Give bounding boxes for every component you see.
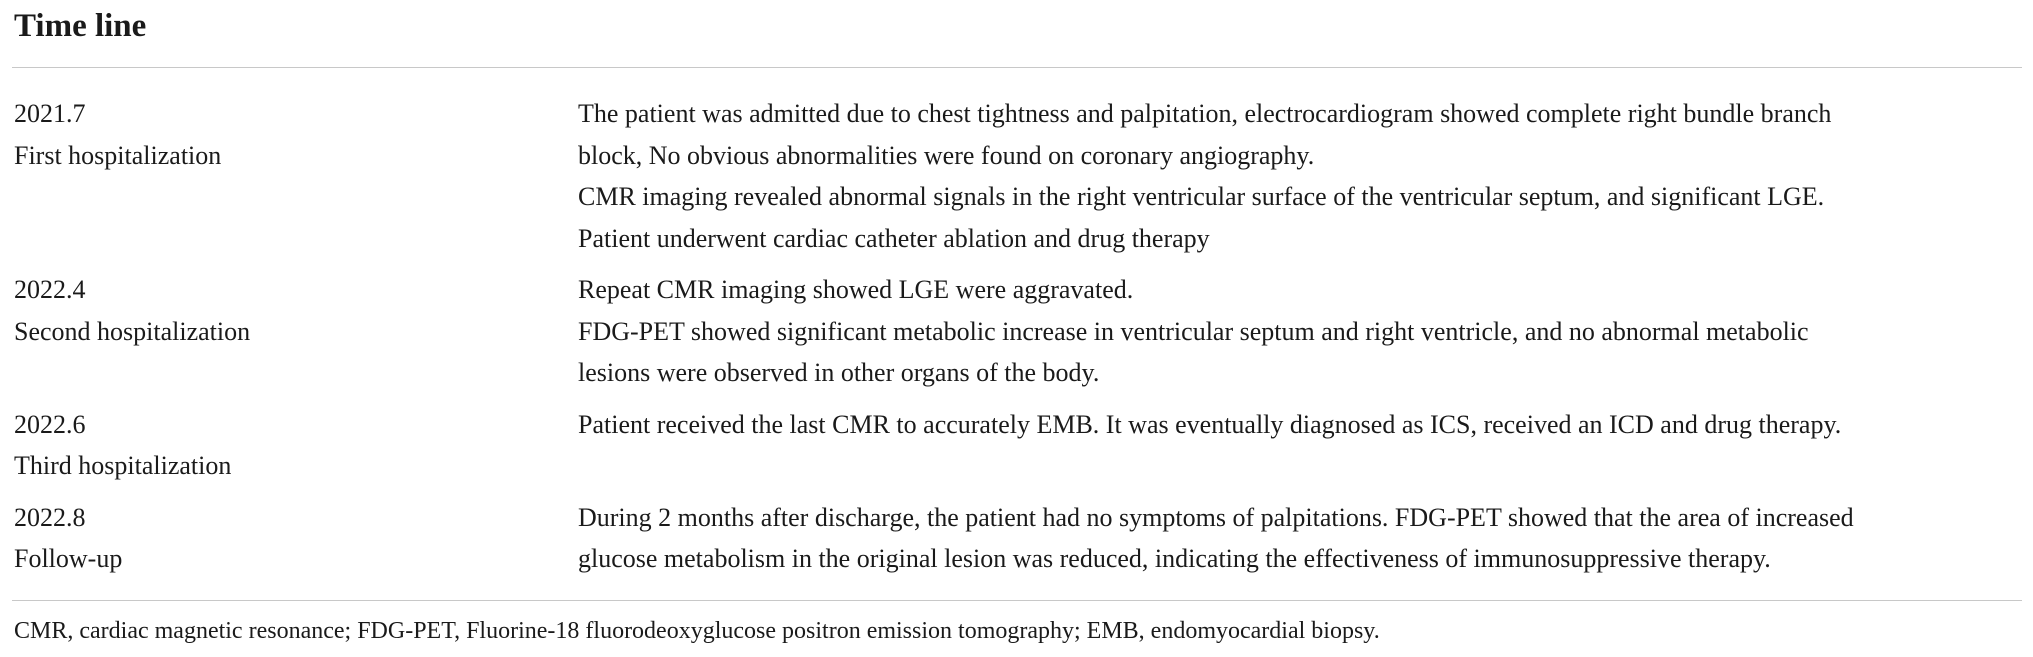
timeline-table: [14, 93, 2020, 580]
description-line: Patient underwent cardiac catheter ablation and drug therapy: [578, 223, 1210, 253]
row-label-cell: [14, 269, 578, 394]
table-footnote: CMR, cardiac magnetic resonance; FDG-PET, Fluorine-18 fluorodeoxyglucose positron emission tomography; EMB, endomyocardial biopsy.: [14, 618, 1380, 644]
table-row: [14, 404, 2020, 487]
table-row: [14, 93, 2020, 259]
row-label-cell: [14, 404, 578, 487]
description-line: FDG-PET showed significant metabolic increase in ventricular septum and right ventricle, and no abnormal metabolic: [578, 316, 1809, 346]
description-line: The patient was admitted due to chest tightness and palpitation, electrocardiogram showed complete right bundle branch: [578, 99, 1832, 128]
bottom-divider: [12, 600, 2022, 601]
row-description-cell: [578, 497, 2020, 580]
row-date: 2021.7: [14, 99, 86, 128]
description-line: lesions were observed in other organs of the body.: [578, 358, 1100, 387]
description-line: Repeat CMR imaging showed LGE were aggravated.: [578, 275, 1134, 304]
row-label-cell: [14, 93, 578, 259]
table-title: Time line: [14, 8, 147, 44]
table-row: [14, 269, 2020, 394]
row-description-cell: [578, 93, 2020, 259]
description-line: CMR imaging revealed abnormal signals in the right ventricular surface of the ventricular septum, and significant LGE.: [578, 182, 1825, 211]
row-event: Follow-up: [14, 544, 123, 573]
description-line: Patient received the last CMR to accurately EMB. It was eventually diagnosed as ICS, received an ICD and drug therapy.: [578, 409, 1842, 439]
description-line: During 2 months after discharge, the patient had no symptoms of palpitations. FDG-PET showed that the area of increased: [578, 502, 1854, 532]
row-description-cell: [578, 404, 2020, 487]
row-description-cell: [578, 269, 2020, 394]
row-event: Second hospitalization: [14, 316, 251, 346]
top-divider: [12, 67, 2022, 68]
row-event: Third hospitalization: [14, 451, 232, 480]
description-line: glucose metabolism in the original lesion was reduced, indicating the effectiveness of immunosuppressive therapy.: [578, 544, 1771, 573]
row-event: First hospitalization: [14, 140, 222, 170]
row-date: 2022.6: [14, 409, 86, 439]
row-date: 2022.4: [14, 275, 86, 304]
row-date: 2022.8: [14, 502, 86, 532]
description-line: block, No obvious abnormalities were found on coronary angiography.: [578, 140, 1315, 170]
row-label-cell: [14, 497, 578, 580]
table-row: [14, 497, 2020, 580]
